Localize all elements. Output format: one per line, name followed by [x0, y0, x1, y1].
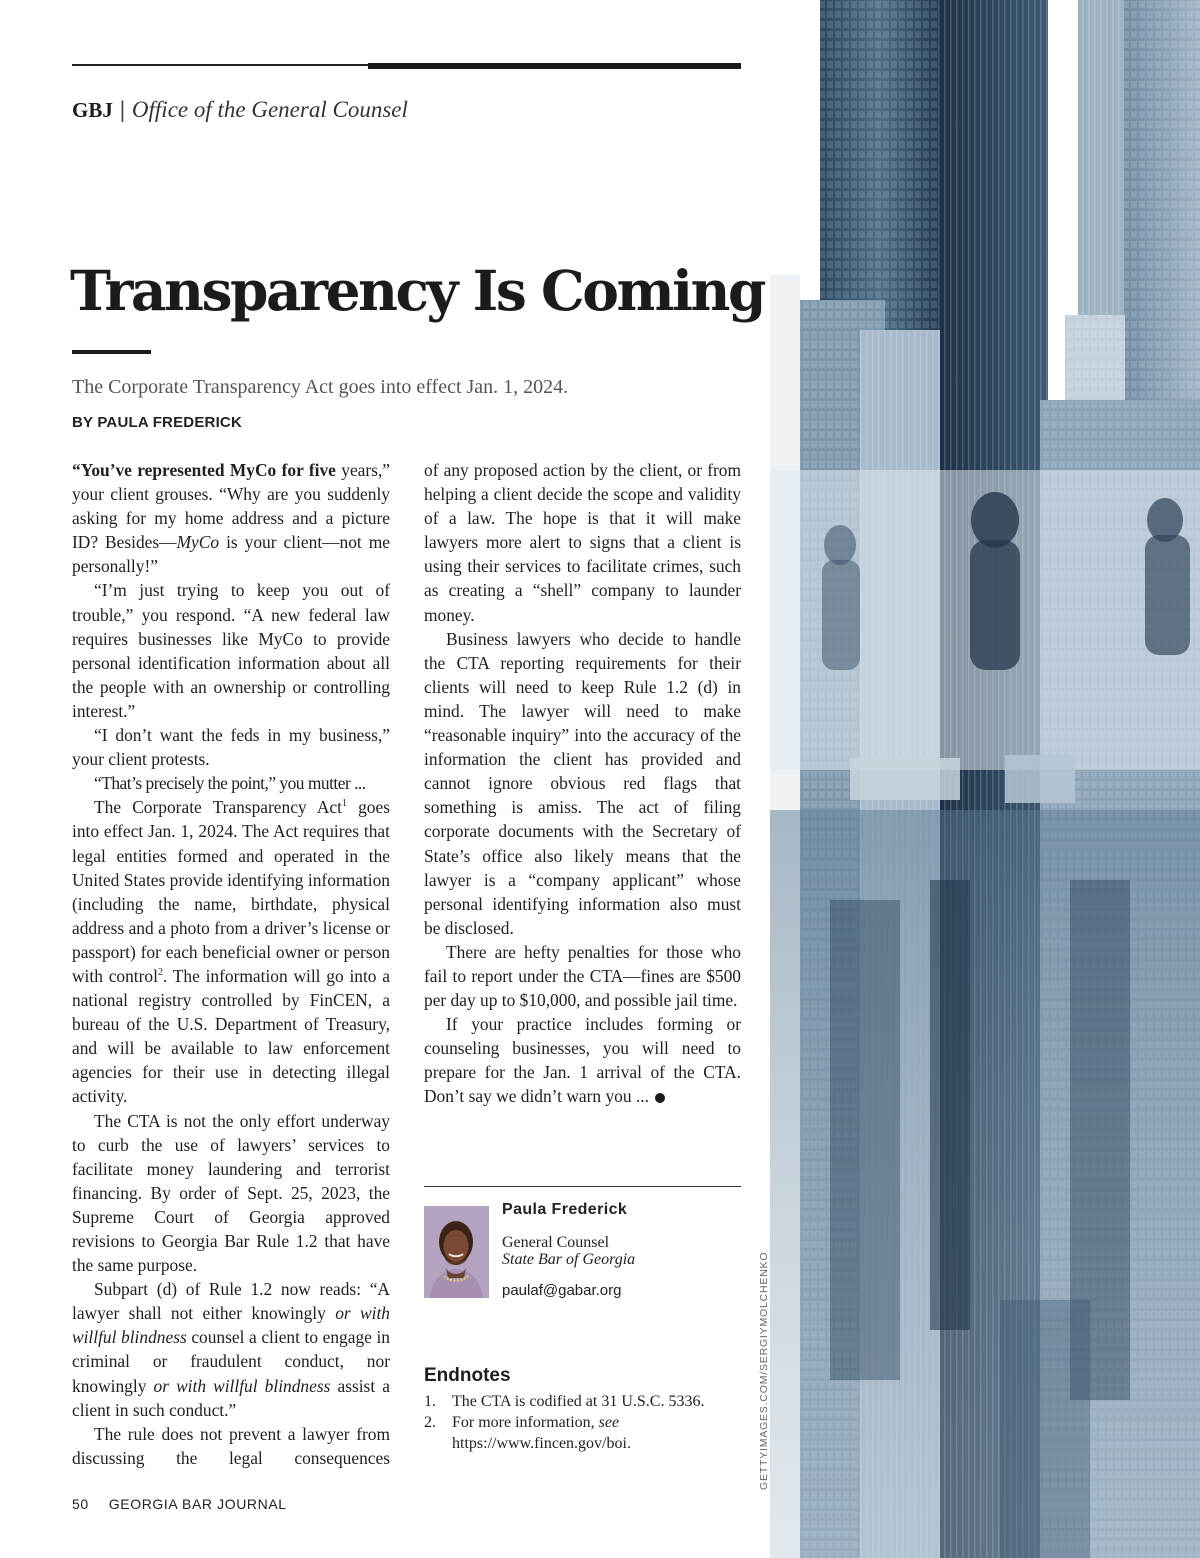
author-name: Paula Frederick: [502, 1201, 628, 1218]
paragraph: [72, 458, 390, 578]
paragraph: There are hefty penalties for those who fail to report under the CTA—fines are $500 per day up to $10,000, and possible jail time.: [424, 941, 741, 1011]
photo-credit-text: GETTYIMAGES.COM/SERGIYMOLCHENKO: [758, 1251, 770, 1490]
endnote-ref-1[interactable]: 1: [341, 798, 347, 810]
author-role: General Counsel: [502, 1234, 610, 1251]
paragraph: “That’s precisely the point,” you mutter ...: [94, 773, 366, 794]
paragraph: “I don’t want the feds in my business,” your client protests.: [72, 725, 390, 770]
paragraph: Business lawyers who decide to handle the CTA reporting requirements for their clients will need to keep Rule 1.2 (d) in mind. The lawyer will need to make “reasonable inquiry” into the accuracy of the information the client has provided and cannot ignore obvious red flags that something is amiss. The act of filing corporate documents with the Secretary of State’s office also likely means that the lawyer is a “company applicant” whose personal identifying information also must be disclosed.: [424, 628, 741, 938]
title-rule: [72, 350, 151, 354]
article-title: Transparency Is Coming: [70, 258, 764, 323]
text-run: goes into effect Jan. 1, 2024. The Act requires that legal entities formed and operated in the United States provide identifying information (including the name, birthdate, physical address and a photo from a driver’s license or passport) for each beneficial owner or person with control: [72, 797, 390, 986]
emphasis: or with willful blindness: [72, 1303, 390, 1348]
emphasis: see: [598, 1414, 620, 1431]
endnote-ref-2[interactable]: 2: [157, 967, 163, 979]
emphasis: MyCo: [176, 532, 220, 553]
author-divider: [424, 1186, 741, 1187]
text-run: The Corporate Transparency Act: [94, 797, 342, 818]
text-run: . The information will go into a national registry controlled by FinCEN, a bureau of the U.S. Department of Treasury, and will be available to law enforcement agencies for their use in detecting illegal activity.: [72, 965, 390, 1107]
endnote-number: 1.: [424, 1393, 436, 1410]
text-run: counsel a client to engage in criminal or fraudulent conduct, nor knowingly: [72, 1327, 390, 1396]
cityscape-photo: [770, 0, 1200, 1558]
endnotes-heading: Endnotes: [424, 1365, 511, 1386]
endnote-link[interactable]: https://www.fincen.gov/boi.: [452, 1435, 631, 1452]
endnote-text: The CTA is codified at 31 U.S.C. 5336.: [452, 1393, 705, 1410]
journal-abbr: GBJ: [72, 98, 113, 122]
text-run: is your client—not me personally!”: [72, 532, 390, 577]
author-photo: [424, 1206, 489, 1298]
article-subtitle: The Corporate Transparency Act goes into effect Jan. 1, 2024.: [72, 376, 569, 398]
page-number: 50: [72, 1496, 89, 1512]
endnotes-list: [424, 1391, 744, 1454]
endnote-text: For more information,: [452, 1414, 599, 1431]
lead-in: “You’ve represented MyCo for five: [72, 460, 336, 480]
text-run: If your practice includes forming or counseling businesses, you will need to prepare for the Jan. 1 arrival of the CTA. Don’t say we didn’t warn you ...: [424, 1014, 741, 1107]
publication-name: GEORGIA BAR JOURNAL: [108, 1496, 287, 1512]
body-column-1: [72, 458, 390, 1470]
author-portrait-icon: [424, 1206, 489, 1298]
header-separator: |: [118, 98, 126, 122]
paragraph: The rule does not prevent a lawyer from discussing the legal consequences: [72, 1423, 390, 1468]
author-email-link[interactable]: paulaf@gabar.org: [502, 1282, 622, 1299]
header-rule-thin: [72, 64, 370, 66]
article-byline: BY PAULA FREDERICK: [72, 414, 242, 431]
endnote-number: 2.: [424, 1414, 436, 1431]
page-footer: [72, 1496, 287, 1512]
endnote-item: [424, 1391, 744, 1412]
author-organization: State Bar of Georgia: [502, 1251, 636, 1268]
section-name: Office of the General Counsel: [131, 97, 408, 122]
paragraph: [72, 795, 390, 1108]
text-run: assist a client in such conduct.”: [72, 1375, 390, 1420]
paragraph: of any proposed action by the client, or from helping a client decide the scope and validity of a law. The hope is that it will make lawyers more alert to signs that a client is using their services to facilitate crimes, such as creating a “shell” company to launder money.: [424, 460, 741, 625]
paragraph: “I’m just trying to keep you out of trouble,” you respond. “A new federal law requires businesses like MyCo to provide personal identification information about all the people with an ownership or controlling interest.”: [72, 580, 390, 721]
paragraph: [424, 1012, 741, 1108]
header-rule-thick: [368, 63, 741, 69]
end-mark-icon: [655, 1093, 665, 1103]
paragraph: The CTA is not the only effort underway to curb the use of lawyers’ services to facilitate money laundering and terrorist financing. By order of Sept. 25, 2023, the Supreme Court of Georgia approved revisions to Georgia Bar Rule 1.2 that have the same purpose.: [72, 1110, 390, 1276]
emphasis: or with willful blindness: [153, 1375, 331, 1396]
text-run: Subpart (d) of Rule 1.2 now reads: “A lawyer shall not either knowingly: [72, 1279, 390, 1324]
text-run: years,” your client grouses. “Why are you suddenly asking for my home address and a picture ID? Besides—: [72, 460, 391, 553]
endnote-item: [424, 1412, 744, 1454]
section-header: [72, 97, 408, 123]
paragraph: [72, 1277, 390, 1422]
body-column-2: [424, 458, 741, 1109]
